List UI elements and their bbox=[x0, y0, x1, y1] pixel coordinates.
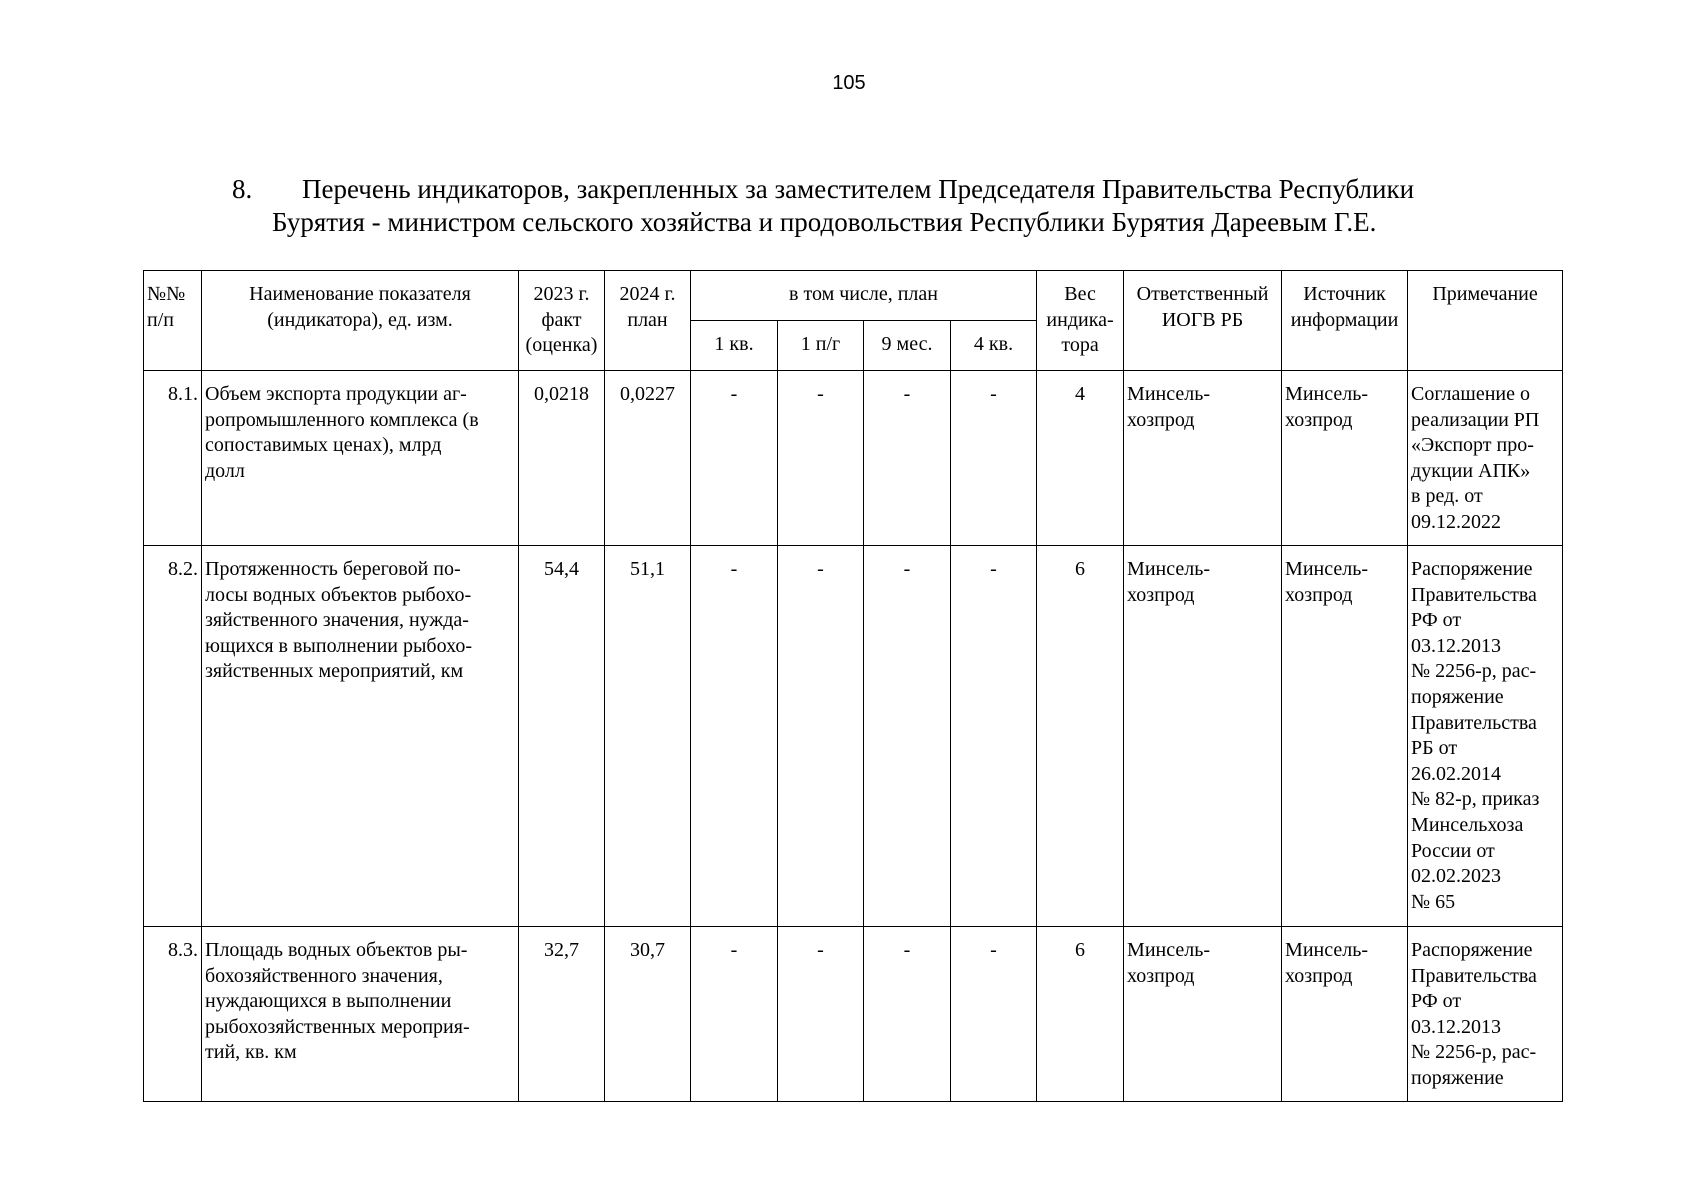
header-row bbox=[144, 271, 1563, 321]
table-row bbox=[144, 927, 1563, 1102]
row-q1: - bbox=[691, 927, 778, 1102]
table-row bbox=[144, 371, 1563, 546]
row-q4: - bbox=[951, 371, 1037, 546]
table-row bbox=[144, 546, 1563, 927]
row-fact-2023: 32,7 bbox=[519, 927, 605, 1102]
heading-text-line-1: Перечень индикаторов, закрепленных за заместителем Председателя Правительства Республики bbox=[302, 174, 1415, 204]
row-weight: 6 bbox=[1037, 546, 1124, 927]
row-num: 8.3. bbox=[144, 927, 202, 1102]
row-source: Минсель- хозпрод bbox=[1282, 371, 1408, 546]
heading-line-1 bbox=[232, 173, 1482, 206]
row-note: Распоряжение Правительства РФ от 03.12.2013 № 2256-р, рас- поряжение bbox=[1408, 927, 1563, 1102]
header-fact-2023: 2023 г. факт (оценка) bbox=[519, 271, 605, 371]
row-responsible: Минсель- хозпрод bbox=[1124, 371, 1282, 546]
row-name: Площадь водных объектов ры- бохозяйственного значения, нуждающихся в выполнении рыбохозяйственных мероприя- тий, кв. км bbox=[202, 927, 519, 1102]
row-source: Минсель- хозпрод bbox=[1282, 546, 1408, 927]
header-weight: Вес индика- тора bbox=[1037, 271, 1124, 371]
heading-number: 8. bbox=[232, 174, 253, 204]
header-q1: 1 кв. bbox=[691, 321, 778, 371]
row-q1: - bbox=[691, 371, 778, 546]
header-responsible: Ответственный ИОГВ РБ bbox=[1124, 271, 1282, 371]
row-9m: - bbox=[864, 546, 951, 927]
row-name: Объем экспорта продукции аг- ропромышленного комплекса (в сопоставимых ценах), млрд долл bbox=[202, 371, 519, 546]
header-h1: 1 п/г bbox=[778, 321, 864, 371]
header-source: Источник информации bbox=[1282, 271, 1408, 371]
row-note: Соглашение о реализации РП «Экспорт про- дукции АПК» в ред. от 09.12.2022 bbox=[1408, 371, 1563, 546]
row-fact-2023: 54,4 bbox=[519, 546, 605, 927]
section-heading bbox=[232, 173, 1482, 239]
header-plan-2024: 2024 г. план bbox=[605, 271, 691, 371]
row-h1: - bbox=[778, 371, 864, 546]
header-q4: 4 кв. bbox=[951, 321, 1037, 371]
row-q1: - bbox=[691, 546, 778, 927]
row-h1: - bbox=[778, 546, 864, 927]
header-incl-plan: в том числе, план bbox=[691, 271, 1037, 321]
row-responsible: Минсель- хозпрод bbox=[1124, 927, 1282, 1102]
header-name: Наименование показателя (индикатора), ед. изм. bbox=[202, 271, 519, 371]
row-weight: 4 bbox=[1037, 371, 1124, 546]
row-plan-2024: 51,1 bbox=[605, 546, 691, 927]
header-note: Примечание bbox=[1408, 271, 1563, 371]
page-number: 105 bbox=[832, 72, 866, 94]
row-9m: - bbox=[864, 371, 951, 546]
heading-text-line-2: Бурятия - министром сельского хозяйства и продовольствия Республики Бурятия Дареевым Г.Е. bbox=[272, 207, 1377, 237]
header-9m: 9 мес. bbox=[864, 321, 951, 371]
row-source: Минсель- хозпрод bbox=[1282, 927, 1408, 1102]
row-num: 8.2. bbox=[144, 546, 202, 927]
row-name: Протяженность береговой по- лосы водных объектов рыбохо- зяйственного значения, нужда- ющихся в выполнении рыбохо- зяйственных мероприятий, км bbox=[202, 546, 519, 927]
row-fact-2023: 0,0218 bbox=[519, 371, 605, 546]
row-q4: - bbox=[951, 546, 1037, 927]
header-num: №№ п/п bbox=[144, 271, 202, 371]
row-q4: - bbox=[951, 927, 1037, 1102]
row-plan-2024: 30,7 bbox=[605, 927, 691, 1102]
row-9m: - bbox=[864, 927, 951, 1102]
indicators-table bbox=[143, 270, 1563, 1102]
row-h1: - bbox=[778, 927, 864, 1102]
row-responsible: Минсель- хозпрод bbox=[1124, 546, 1282, 927]
row-weight: 6 bbox=[1037, 927, 1124, 1102]
row-note: Распоряжение Правительства РФ от 03.12.2013 № 2256-р, рас- поряжение Правительства РБ от 26.02.2014 № 82-р, приказ Минсельхоза России от 02.02.2023 № 65 bbox=[1408, 546, 1563, 927]
row-num: 8.1. bbox=[144, 371, 202, 546]
row-plan-2024: 0,0227 bbox=[605, 371, 691, 546]
